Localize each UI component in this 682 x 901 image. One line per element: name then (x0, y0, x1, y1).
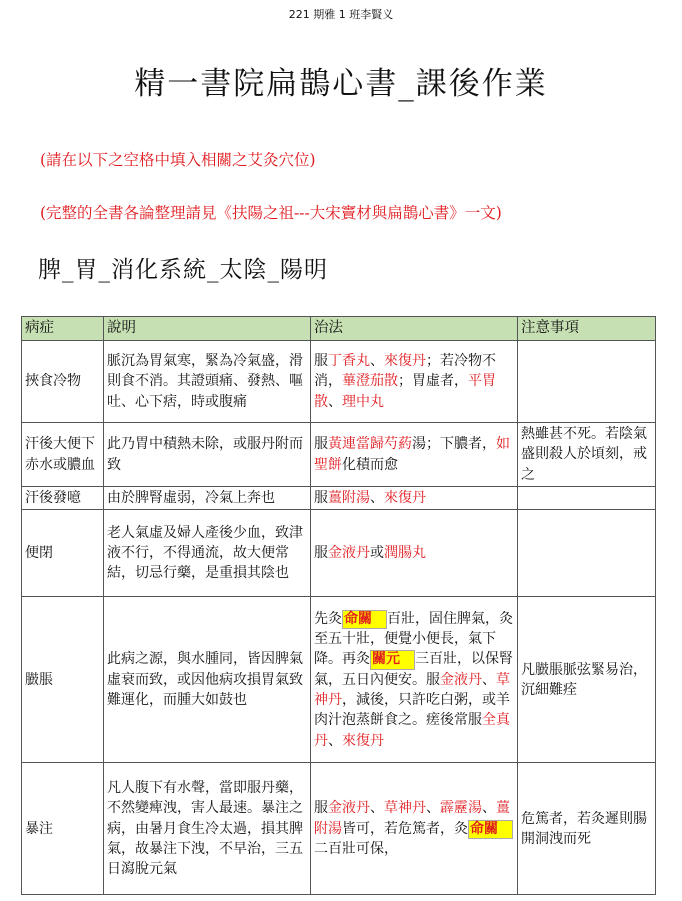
remedy-name: 霹靂湯 (440, 800, 482, 817)
section-title: 脾_胃_消化系統_太陰_陽明 (38, 257, 328, 283)
remedy-name: 丁香丸 (328, 353, 370, 370)
remedy-name: 蓽澄茄散 (342, 373, 398, 390)
header-treatment: 治法 (311, 317, 518, 341)
header-disease: 病症 (22, 317, 104, 341)
notes-cell (518, 487, 656, 510)
header-description: 說明 (104, 317, 311, 341)
remedy-name: 平胃散 (314, 373, 496, 410)
treatment-text: 化積而愈 (342, 456, 398, 473)
treatment-cell (311, 423, 518, 487)
disease-cell: 挾食冷物 (22, 341, 104, 423)
reference-note: (完整的全書各論整理請見《扶陽之祖---大宋竇材與扁鵲心書》一文) (40, 204, 502, 222)
description-cell: 脈沉為胃氣寒，緊為冷氣盛，滑則食不消。其證頭痛、發熱、嘔吐、心下痞，時或腹痛 (104, 341, 311, 423)
treatment-text: 、 (482, 800, 496, 817)
treatment-text: 服 (314, 436, 328, 453)
notes-cell: 危篤者，若灸遲則腸開洞洩而死 (518, 763, 656, 895)
remedy-name: 草神丹 (384, 800, 426, 817)
treatment-text: 服 (314, 800, 328, 817)
remedy-name: 理中丸 (342, 393, 384, 410)
remedy-name: 薑附湯 (328, 490, 370, 507)
remedy-name: 全真丹 (314, 712, 510, 749)
treatment-cell (311, 341, 518, 423)
treatment-text: 服 (314, 545, 328, 562)
treatment-text: 或 (370, 545, 384, 562)
treatment-text: 皆可，若危篤者，灸 (342, 820, 468, 837)
remedy-name: 來復丹 (384, 353, 426, 370)
table-row (22, 487, 656, 510)
treatment-table (21, 316, 656, 895)
notes-cell: 凡臌脹脈弦緊易治，沉細難痊 (518, 597, 656, 763)
table-body (22, 317, 656, 895)
remedy-name: 金液丹 (440, 671, 482, 688)
description-cell: 由於脾腎虛弱，冷氣上奔也 (104, 487, 311, 510)
remedy-name: 潤腸丸 (384, 545, 426, 562)
treatment-text: 、 (370, 490, 384, 507)
treatment-text: 服 (314, 353, 328, 370)
treatment-text: 服 (314, 490, 328, 507)
header-notes: 注意事項 (518, 317, 656, 341)
acupoint-answer: 命關 (468, 820, 513, 840)
treatment-text: 百壯，固住脾氣，灸至五十壯，便覺小便長，氣下降。再灸 (314, 610, 513, 668)
treatment-text: 、 (328, 393, 342, 410)
page-header: 221 期雅 1 班李賢义 (288, 8, 394, 21)
table-row (22, 341, 656, 423)
treatment-text: 、 (328, 732, 342, 749)
disease-cell: 汗後發噫 (22, 487, 104, 510)
treatment-cell (311, 597, 518, 763)
notes-cell (518, 510, 656, 597)
acupoint-answer: 關元 (370, 650, 415, 670)
treatment-text: ，減後，只許吃白粥，或羊肉汁泡蒸餅食之。瘥後常服 (314, 692, 510, 729)
description-cell: 此乃胃中積熱未除，或服丹附而致 (104, 423, 311, 487)
treatment-text: ；若冷物不消， (314, 353, 496, 390)
remedy-name: 薑附湯 (314, 800, 510, 837)
disease-cell: 便閉 (22, 510, 104, 597)
treatment-cell (311, 763, 518, 895)
treatment-cell (311, 510, 518, 597)
disease-cell: 汗後大便下赤水或膿血 (22, 423, 104, 487)
page-title: 精一書院扁鵲心書_課後作業 (134, 66, 548, 102)
remedy-name: 來復丹 (384, 490, 426, 507)
remedy-name: 黃連當歸芍葯 (328, 436, 412, 453)
treatment-text: 三百壯，以保腎氣，五日內便安。服 (314, 651, 513, 688)
disease-cell: 暴注 (22, 763, 104, 895)
notes-cell: 熱雖甚不死。若陰氣盛則殺人於頃刻，戒之 (518, 423, 656, 487)
table-header-row (22, 317, 656, 341)
instruction-note: (請在以下之空格中填入相關之艾灸穴位) (40, 151, 316, 169)
table-row (22, 510, 656, 597)
treatment-text: ；胃虛者， (398, 373, 468, 390)
treatment-text: 、 (426, 800, 440, 817)
remedy-name: 來復丹 (342, 732, 384, 749)
remedy-name: 金液丹 (328, 800, 370, 817)
treatment-text: 、 (370, 353, 384, 370)
description-cell: 凡人腹下有水聲，當即服丹藥，不然變痺洩，害人最速。暴注之病，由暑月食生冷太過，損其脾氣，故暴注下洩，不早治，三五日瀉脫元氣 (104, 763, 311, 895)
table-row (22, 597, 656, 763)
treatment-text: 先灸 (314, 610, 342, 627)
treatment-text: 二百壯可保， (314, 841, 398, 858)
remedy-name: 如聖餅 (314, 436, 510, 473)
remedy-name: 草神丹 (314, 671, 510, 709)
treatment-text: 、 (482, 671, 496, 688)
treatment-text: 、 (370, 800, 384, 817)
treatment-text: 湯；下膿者， (412, 436, 496, 453)
table-row (22, 423, 656, 487)
description-cell: 此病之源，與水腫同，皆因脾氣虛衰而致，或因他病攻損胃氣致難運化，而腫大如鼓也 (104, 597, 311, 763)
notes-cell (518, 341, 656, 423)
treatment-cell (311, 487, 518, 510)
remedy-name: 金液丹 (328, 545, 370, 562)
table-row (22, 763, 656, 895)
disease-cell: 臌脹 (22, 597, 104, 763)
acupoint-answer: 命關 (342, 610, 387, 630)
description-cell: 老人氣虛及婦人產後少血，致津液不行，不得通流，故大便常結，切忌行藥，是重損其陰也 (104, 510, 311, 597)
